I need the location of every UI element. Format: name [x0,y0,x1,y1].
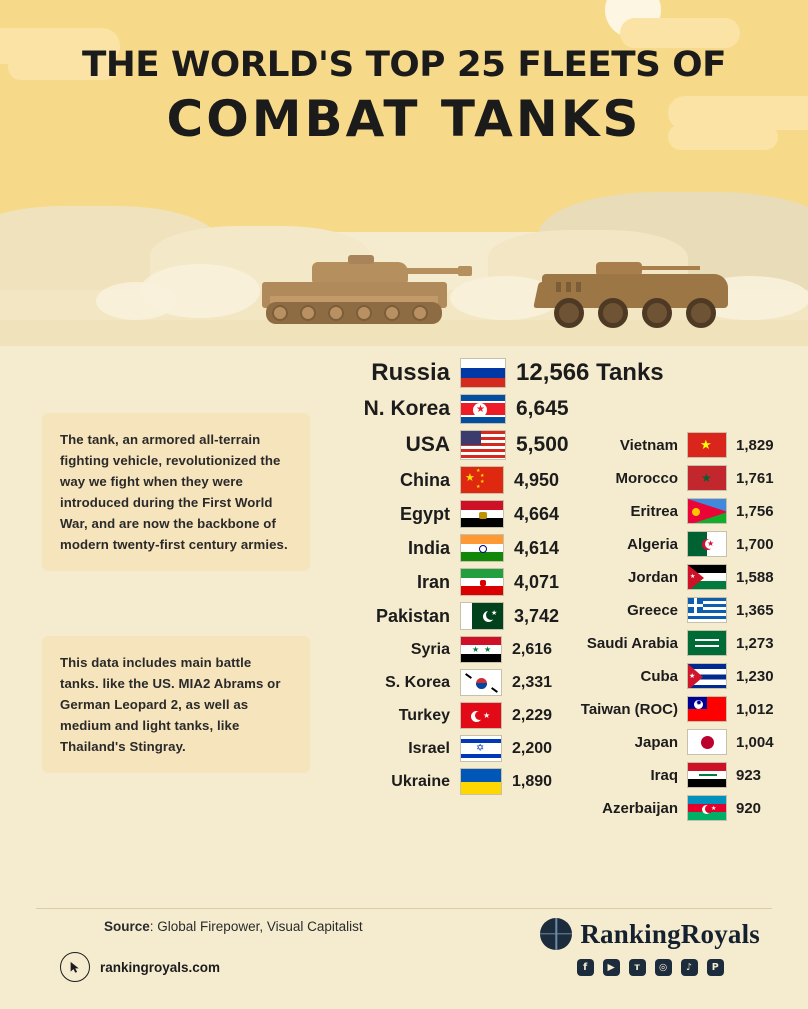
tank-wheel [272,305,288,321]
tank-count: 1,700 [736,535,774,553]
tank-muzzle [458,266,472,276]
country-name: Algeria [627,535,678,553]
flag-turkey: ★ [460,702,502,729]
cursor-icon [60,952,90,982]
ranking-row-jordan [556,564,806,590]
flag-japan [687,729,727,755]
country-name: Iran [416,571,450,592]
tank-turret [312,262,408,284]
tank-count: 1,588 [736,568,774,586]
website-link[interactable] [60,952,220,982]
dust-cloud [96,282,176,320]
title-line-1: THE WORLD'S TOP 25 FLEETS OF [81,45,726,85]
flag-south-korea [460,669,502,696]
country-name: Turkey [398,706,450,724]
ranking-row-vietnam [556,432,806,458]
brand-row [540,918,760,950]
ranking-row-n-korea [300,394,730,424]
ranking-row-morocco [556,465,806,491]
country-name: China [399,469,450,490]
ranking-row-greece [556,597,806,623]
flag-saudi-arabia [687,630,727,656]
country-name: Egypt [399,503,450,524]
country-name: Pakistan [375,605,450,626]
vehicle-vent [556,282,561,292]
tank-count: 1,230 [736,667,774,685]
info-card-tank-history [42,413,310,571]
instagram-icon[interactable]: ◎ [655,959,672,976]
ranking-row-algeria [556,531,806,557]
flag-iran [460,568,504,596]
tank-count: 920 [736,799,762,817]
tank-count: 1,365 [736,601,774,619]
ranking-row-japan [556,729,806,755]
brand-name: RankingRoyals [580,918,760,949]
info-card-text: The tank, an armored all-terrain fighting vehicle, revolutionized the way we fight when they were introduced during the First World War, and are now the backbone of modern twenty-first century armies. [60,432,288,552]
tank-count: 5,500 [516,433,569,456]
source-text: : Global Firepower, Visual Capitalist [149,919,363,934]
brand-block [540,918,760,976]
country-name: Vietnam [619,436,678,454]
tank-illustration-scene [0,186,808,346]
country-name: Saudi Arabia [586,634,678,652]
ranking-row-azerbaijan [556,795,806,821]
country-name: Taiwan (ROC) [580,700,678,718]
pinterest-icon[interactable]: P [707,959,724,976]
flag-russia [460,358,506,388]
tank-count: 1,761 [736,469,774,487]
flag-morocco: ★ [687,465,727,491]
vehicle-wheel [554,298,584,328]
ranking-list-secondary [556,432,806,828]
tank-count: 2,331 [512,673,553,691]
flag-iraq [687,762,727,788]
facebook-icon[interactable]: f [577,959,594,976]
footer-divider [36,908,772,909]
flag-algeria: ★ [687,531,727,557]
country-name: Iraq [650,766,678,784]
tank-count: 923 [736,766,762,784]
country-name: Russia [371,359,450,386]
tank-count: 4,071 [514,571,560,592]
flag-north-korea: ★ [460,394,506,424]
country-name: India [407,537,450,558]
tank-wheel [328,305,344,321]
info-card-text: This data includes main battle tanks. like the US. MIA2 Abrams or German Leopard 2, as well as medium and light tanks, like Thailand's Stingray. [60,655,281,754]
tank-count: 2,229 [512,706,553,724]
youtube-icon[interactable]: ▶ [603,959,620,976]
country-name: Cuba [640,667,678,685]
country-name: N. Korea [363,397,450,420]
tank-count: 6,645 [516,397,569,420]
tank-wheel [412,305,428,321]
tank-count: 4,950 [514,469,560,490]
vehicle-barrel [636,266,700,270]
twitter-icon[interactable]: ᴛ [629,959,646,976]
ranking-row-eritrea [556,498,806,524]
tank-count: 1,890 [512,772,553,790]
flag-greece [687,597,727,623]
flag-china: ★ ★ ★ ★ ★ [460,466,504,494]
tank-count: 1,756 [736,502,774,520]
country-name: Azerbaijan [602,799,678,817]
country-name: S. Korea [385,673,450,691]
ranking-row-russia [300,358,730,388]
flag-eritrea [687,498,727,524]
flag-pakistan: ★ [460,602,504,630]
ranking-row-saudi-arabia [556,630,806,656]
flag-syria: ★ ★ [460,636,502,663]
tank-count: 2,616 [512,640,553,658]
vehicle-wheel [686,298,716,328]
tank-count: 2,200 [512,739,553,757]
content-area [0,346,808,906]
flag-jordan: ★ [687,564,727,590]
title-line-2: COMBAT TANKS [166,90,642,148]
tank-count: 3,742 [514,605,560,626]
tank-wheel [300,305,316,321]
tank-wheel [384,305,400,321]
country-name: USA [405,433,450,456]
tank-count: 1,004 [736,733,774,751]
flag-usa [460,430,506,460]
tank-count: 1,012 [736,700,774,718]
tank-count: 4,614 [514,537,560,558]
vehicle-wheel [598,298,628,328]
tank-wheel [356,305,372,321]
flag-egypt [460,500,504,528]
country-name: Japan [634,733,678,751]
tank-count: 4,664 [514,503,560,524]
flag-cuba: ★ [687,663,727,689]
vehicle-wheel [642,298,672,328]
flag-azerbaijan: ★ [687,795,727,821]
country-name: Morocco [615,469,678,487]
country-name: Eritrea [630,502,678,520]
flag-ukraine [460,768,502,795]
website-url-text: rankingroyals.com [100,959,221,975]
globe-icon [540,918,572,950]
vehicle-vent [566,282,571,292]
source-label: Source [104,919,150,934]
social-links [540,959,760,976]
flag-taiwan: ✹ [687,696,727,722]
vehicle-vent [576,282,581,292]
country-name: Ukraine [391,772,450,790]
country-name: Israel [408,739,450,757]
tiktok-icon[interactable]: ♪ [681,959,698,976]
armored-vehicle-illustration [536,250,736,330]
info-card-data-scope [42,636,310,773]
main-battle-tank-illustration [262,242,462,328]
flag-israel: ✡ [460,735,502,762]
ranking-row-iraq [556,762,806,788]
country-name: Greece [627,601,678,619]
ranking-row-taiwan [556,696,806,722]
flag-vietnam: ★ [687,432,727,458]
tank-count: 12,566 Tanks [516,359,664,386]
tank-count: 1,273 [736,634,774,652]
country-name: Jordan [627,568,678,586]
ranking-row-cuba [556,663,806,689]
source-line [104,919,363,934]
page-title [0,44,808,150]
flag-india [460,534,504,562]
country-name: Syria [410,640,450,658]
tank-cupola [348,255,374,264]
tank-count: 1,829 [736,436,774,454]
